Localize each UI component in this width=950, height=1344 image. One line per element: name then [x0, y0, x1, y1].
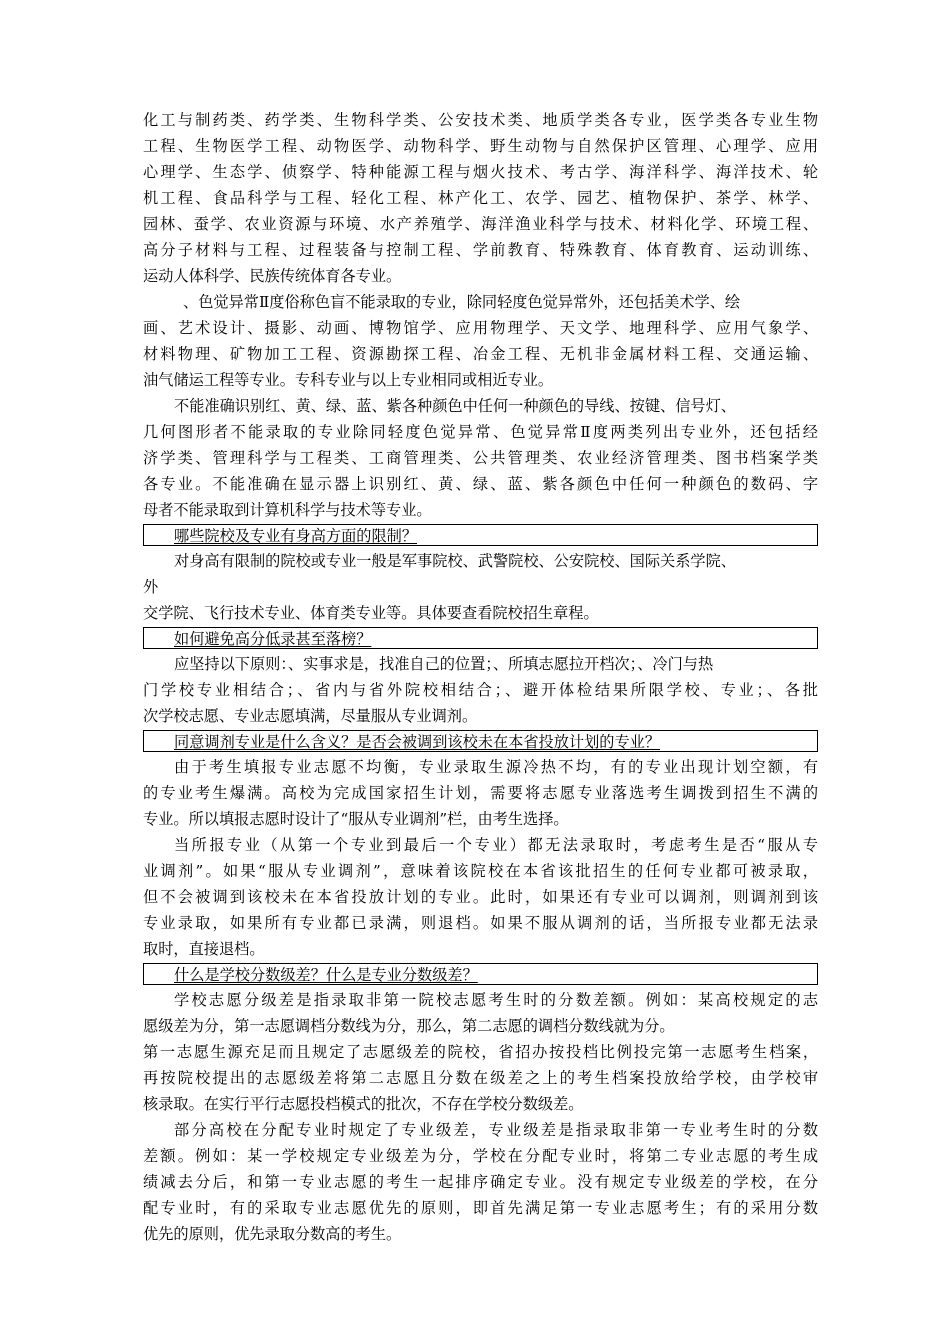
- text-line: 工程、生物医学工程、动物医学、动物科学、野生动物与自然保护区管理、心理学、应用: [143, 137, 818, 155]
- text-line: 的专业考生爆满。高校为完成国家招生计划，需要将志愿专业落选考生调拨到招生不满的: [143, 784, 818, 802]
- question-heading-score-gap: [143, 963, 818, 985]
- question-heading-height-limit: [143, 524, 818, 546]
- paragraph-adjustment-rule: [143, 832, 818, 962]
- question-text: 哪些院校及专业有身高方面的限制？: [174, 527, 417, 545]
- paragraph-color-recognition: [143, 393, 818, 523]
- text-line: 交学院、飞行技术专业、体育类专业等。具体要查看院校招生章程。: [143, 604, 599, 622]
- text-line: 门学校专业相结合；、省内与省外院校相结合；、避开体检结果所限学校、专业；、各批: [143, 681, 818, 699]
- text-line: 当所报专业（从第一个专业到最后一个专业）都无法录取时，考虑考生是否“服从专: [174, 836, 818, 854]
- paragraph-principles: [143, 651, 818, 729]
- text-line: 、色觉异常Ⅱ度俗称色盲不能录取的专业，除同轻度色觉异常外，还包括美术学、绘: [183, 293, 741, 311]
- paragraph-major-score-gap: [143, 1117, 818, 1247]
- text-line: 园林、蚕学、农业资源与环境、水产养殖学、海洋渔业科学与技术、材料化学、环境工程、: [143, 215, 818, 233]
- text-line: 优先的原则，优先录取分数高的考生。: [143, 1225, 402, 1243]
- text-line: 部分高校在分配专业时规定了专业级差，专业级差是指录取非第一专业考生时的分数: [174, 1121, 818, 1139]
- text-line: 再按院校提出的志愿级差将第二志愿且分数在级差之上的考生档案投放给学校，由学校审: [143, 1069, 818, 1087]
- paragraph-height-limit: [143, 548, 818, 626]
- text-line: 专业录取，如果所有专业都已录满，则退档。如果不服从调剂的话，当所报专业都无法录: [143, 914, 818, 932]
- paragraph-color-vision-mild: [143, 107, 818, 289]
- text-line: 但不会被调到该校未在本省投放计划的专业。此时，如果还有专业可以调剂，则调剂到该: [143, 888, 818, 906]
- text-line: 核录取。在实行平行志愿投档模式的批次，不存在学校分数级差。: [143, 1095, 584, 1113]
- text-line: 几何图形者不能录取的专业除同轻度色觉异常、色觉异常Ⅱ度两类列出专业外，还包括经: [143, 423, 818, 441]
- text-line: 第一志愿生源充足而且规定了志愿级差的院校，省招办按投档比例投完第一志愿考生档案，: [143, 1043, 818, 1061]
- paragraph-school-score-gap: [143, 987, 818, 1039]
- question-text: 什么是学校分数级差？什么是专业分数级差？: [174, 966, 478, 984]
- text-line: 机工程、食品科学与工程、轻化工程、林产化工、农学、园艺、植物保护、茶学、林学、: [143, 189, 818, 207]
- question-text: 同意调剂专业是什么含义？是否会被调到该校未在本省投放计划的专业？: [174, 733, 660, 751]
- text-line: 外: [143, 578, 159, 596]
- question-heading-avoid-low-admission: [143, 627, 818, 649]
- question-heading-major-adjustment: [143, 730, 818, 752]
- question-text: 如何避免高分低录甚至落榜？: [174, 630, 372, 648]
- text-line: 取时，直接退档。: [143, 940, 265, 958]
- text-line: 不能准确识别红、黄、绿、蓝、紫各种颜色中任何一种颜色的导线、按键、信号灯、: [174, 397, 736, 415]
- document-page: [143, 107, 818, 1247]
- text-line: 专业。所以填报志愿时设计了“服从专业调剂”栏，由考生选择。: [143, 810, 569, 828]
- text-line: 次学校志愿、专业志愿填满，尽量服从专业调剂。: [143, 707, 478, 725]
- text-line: 济学类、管理科学与工程类、工商管理类、公共管理类、农业经济管理类、图书档案学类: [143, 449, 818, 467]
- text-line: 运动人体科学、民族传统体育各专业。: [143, 267, 402, 285]
- text-line: 心理学、生态学、侦察学、特种能源工程与烟火技术、考古学、海洋科学、海洋技术、轮: [143, 163, 818, 181]
- text-line: 愿级差为分，第一志愿调档分数线为分，那么，第二志愿的调档分数线就为分。: [143, 1017, 675, 1035]
- text-line: 化工与制药类、药学类、生物科学类、公安技术类、地质学类各专业，医学类各专业生物: [143, 111, 818, 129]
- text-line: 配专业时，有的采取专业志愿优先的原则，即首先满足第一专业志愿考生；有的采用分数: [143, 1199, 818, 1217]
- paragraph-adjustment-reason: [143, 754, 818, 832]
- text-line: 材料物理、矿物加工工程、资源勘探工程、冶金工程、无机非金属材料工程、交通运输、: [143, 345, 818, 363]
- paragraph-color-blind-degree-2: [143, 289, 818, 393]
- text-line: 业调剂”。如果“服从专业调剂”，意味着该院校在本省该批招生的任何专业都可被录取，: [143, 862, 818, 880]
- paragraph-first-choice-gap: [143, 1039, 818, 1117]
- text-line: 绩减去分后，和第一专业志愿的考生一起排序确定专业。没有规定专业级差的学校，在分: [143, 1173, 818, 1191]
- text-line: 高分子材料与工程、过程装备与控制工程、学前教育、特殊教育、体育教育、运动训练、: [143, 241, 818, 259]
- text-line: 油气储运工程等专业。专科专业与以上专业相同或相近专业。: [143, 371, 554, 389]
- text-line: 对身高有限制的院校或专业一般是军事院校、武警院校、公安院校、国际关系学院、: [174, 552, 736, 570]
- text-line: 差额。例如：某一学校规定专业级差为分，学校在分配专业时，将第二专业志愿的考生成: [143, 1147, 818, 1165]
- text-line: 母者不能录取到计算机科学与技术等专业。: [143, 501, 432, 519]
- text-line: 各专业。不能准确在显示器上识别红、黄、绿、蓝、紫各颜色中任何一种颜色的数码、字: [143, 475, 818, 493]
- text-line: 画、艺术设计、摄影、动画、博物馆学、应用物理学、天文学、地理科学、应用气象学、: [143, 319, 818, 337]
- text-line: 由于考生填报专业志愿不均衡，专业录取生源冷热不均，有的专业出现计划空额，有: [174, 758, 818, 776]
- text-line: 应坚持以下原则：、实事求是，找准自己的位置；、所填志愿拉开档次；、冷门与热: [174, 655, 714, 673]
- text-line: 学校志愿分级差是指录取非第一院校志愿考生时的分数差额。例如：某高校规定的志: [174, 991, 818, 1009]
